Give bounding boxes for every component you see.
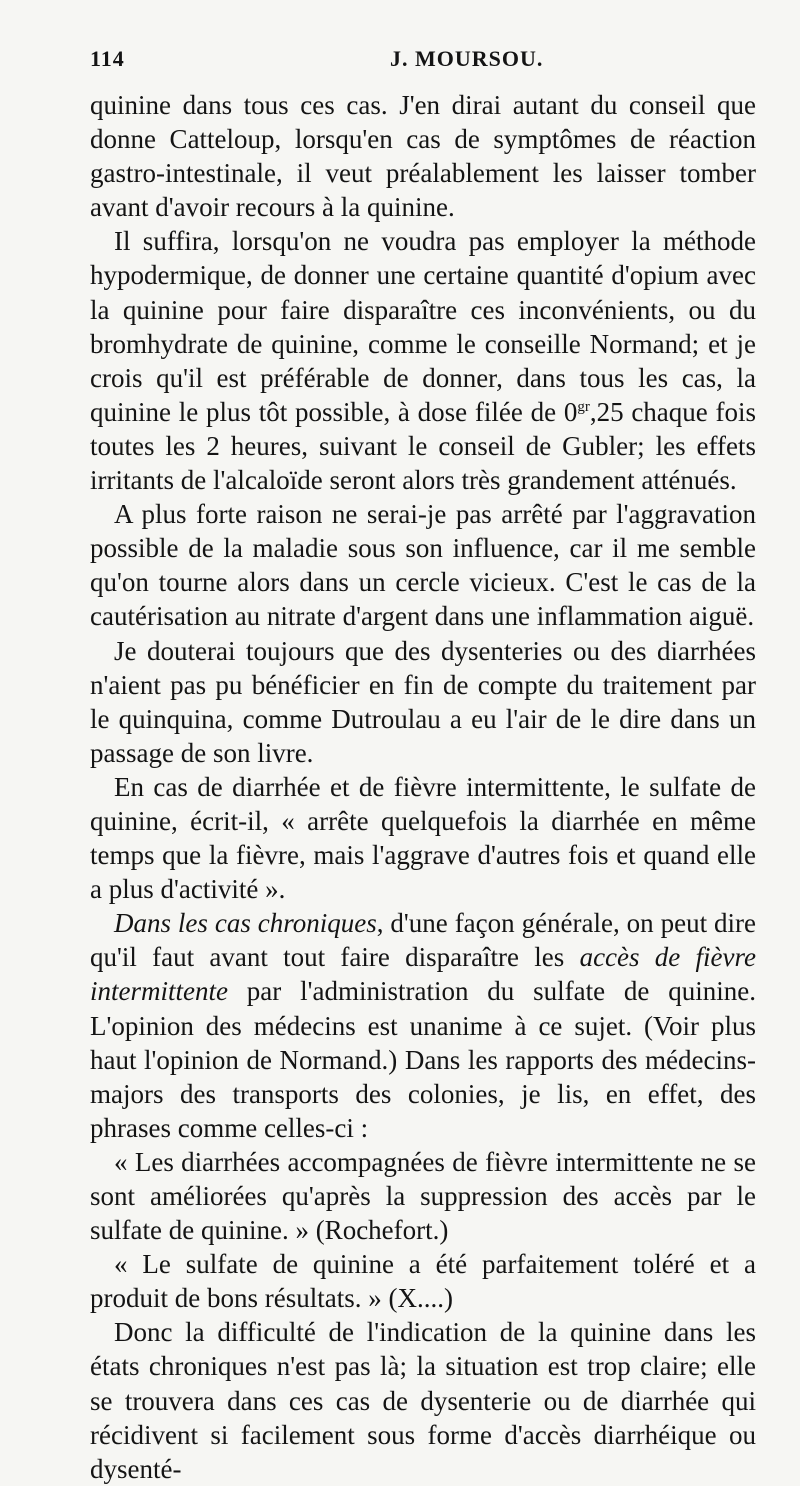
unit-superscript: gr <box>577 398 590 415</box>
paragraph-2-part-1: Il suffira, lorsqu'on ne voudra pas employer la méthode hypodermique, de donner une certaine quantité d'opium avec la quinine pour faire disparaître ces inconvénients, ou du bromhydrate de quinine, comme le conseille Normand; et je crois qu'il est préférable de donner, dans tous les cas, la quinine le plus tôt possible, à dose filée de 0 <box>90 226 756 427</box>
page-number: 114 <box>90 46 125 71</box>
paragraph-5: En cas de diarrhée et de fièvre intermittente, le sulfate de quinine, écrit-il, « arrête quelquefois la diarrhée en même temps que la fièvre, mais l'aggrave d'autres fois et quand elle a plus d'activité ». <box>90 771 756 905</box>
paragraph-6 <box>90 906 756 1145</box>
paragraph-4: Je douterai toujours que des dysenteries ou des diarrhées n'aient pas pu bénéficier en fin de compte du traitement par le quinquina, comme Dutroulau a eu l'air de le dire dans un passage de son livre. <box>90 635 756 768</box>
body-text <box>90 88 756 1486</box>
paragraph-final: Donc la difficulté de l'indication de la quinine dans les états chroniques n'est pas là; la situation est trop claire; elle se trouvera dans ces cas de dysenterie ou de diarrhée qui récidivent si facilement sous forme d'accès diarrhéique ou dysenté- <box>90 1317 756 1484</box>
paragraph-2 <box>90 224 756 497</box>
paragraph-3: A plus forte raison ne serai-je pas arrêté par l'aggravation possible de la maladie sous son influence, car il me semble qu'on tourne alors dans un cercle vicieux. C'est le cas de la cautérisation au nitrate d'argent dans une inflammation aiguë. <box>90 499 756 632</box>
quote-rochefort: « Les diarrhées accompagnées de fièvre intermittente ne se sont améliorées qu'après la suppression des accès par le sulfate de quinine. » (Rochefort.) <box>90 1146 756 1246</box>
running-title: J. MOURSOU. <box>390 46 544 71</box>
paragraph-1: quinine dans tous ces cas. J'en dirai autant du conseil que donne Catteloup, lorsqu'en cas de symptômes de réaction gastro-intestinale, il veut préalablement les laisser tomber avant d'avoir recours à la quinine. <box>90 90 756 223</box>
italic-acces: accès de fièvre intermittente <box>90 942 756 1007</box>
running-header <box>90 46 756 86</box>
paragraph-6-text-2: par l'administration du sulfate de quinine. L'opinion des médecins est unanime à ce sujet. (Voir plus haut l'opinion de Normand.) Dans les rapports des médecins-majors des transports des colonies, je lis, en effet, des phrases comme celles-ci : <box>90 976 756 1143</box>
paragraph-2-part-2: ,25 chaque fois toutes les 2 heures, suivant le conseil de Gubler; les effets irritants de l'alcaloïde seront alors très grandement atténués. <box>90 396 757 496</box>
italic-chroniques: Dans les cas chroniques <box>114 908 377 939</box>
quote-x: « Le sulfate de quinine a été parfaitement toléré et a produit de bons résultats. » (X....) <box>90 1249 756 1314</box>
paragraph-6-text-1: , d'une façon générale, on peut dire qu'il faut avant tout faire disparaître les <box>90 908 756 973</box>
